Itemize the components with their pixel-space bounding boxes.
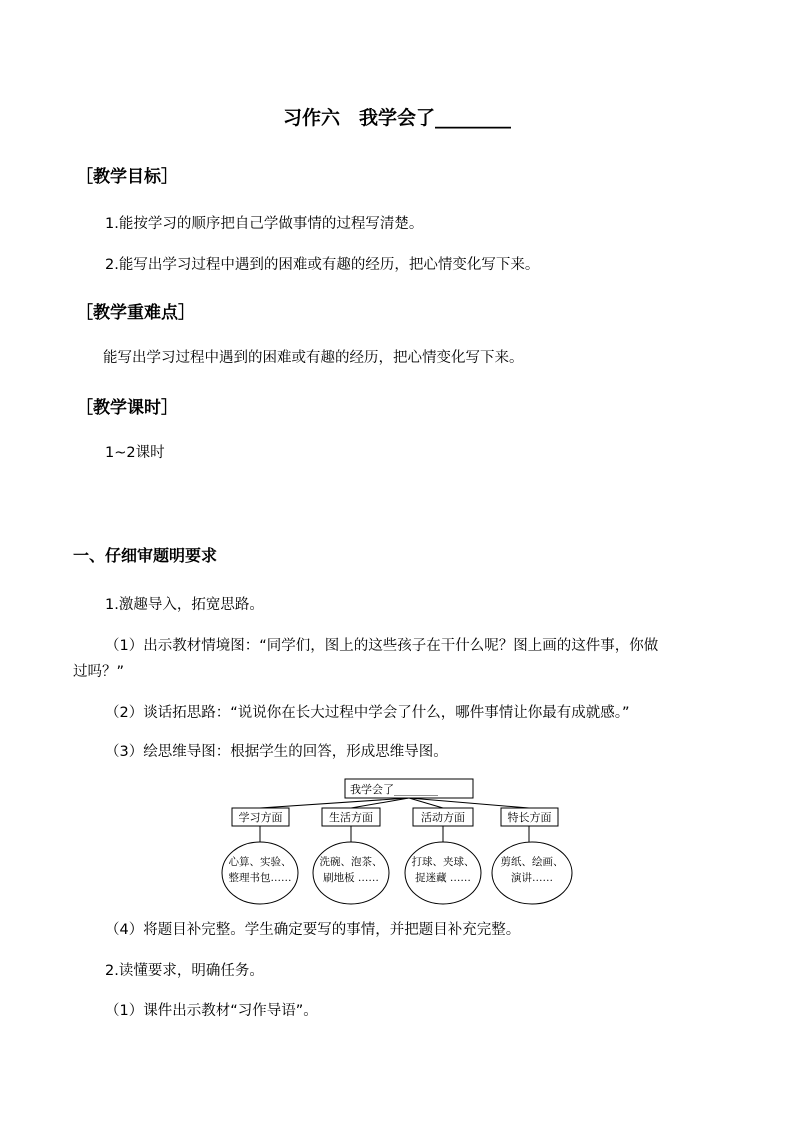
branch-talent <box>492 808 572 904</box>
item-1-line-1: （1）出示教材情境图：“同学们，图上的这些孩子在干什么呢？图上画的这件事，你做 <box>105 638 659 654</box>
branch-talent-line-2: 演讲…… <box>511 872 553 884</box>
branch-study <box>222 808 298 904</box>
step-1: 1.激趣导入，拓宽思路。 <box>105 597 264 613</box>
branch-study-label: 学习方面 <box>238 811 283 824</box>
branch-talent-line-1: 剪纸、绘画、 <box>500 856 564 868</box>
branch-life-label: 生活方面 <box>329 811 373 824</box>
branch-activity-label: 活动方面 <box>421 811 465 824</box>
branch-life-line-1: 洗碗、泡茶、 <box>319 856 383 868</box>
objective-item-1: 1.能按学习的顺序把自己学做事情的过程写清楚。 <box>105 216 424 232</box>
branch-life-line-2: 刷地板 …… <box>323 872 379 884</box>
branch-life <box>313 808 389 904</box>
item-3: （3）绘思维导图：根据学生的回答，形成思维导图。 <box>105 744 448 760</box>
item-2: （2）谈话拓思路：“说说你在长大过程中学会了什么，哪件事情让你最有成就感。” <box>105 705 630 721</box>
branch-study-line-2: 整理书包…… <box>228 872 292 884</box>
branch-activity-line-1: 打球、夹球、 <box>411 856 475 868</box>
objective-item-2: 2.能写出学习过程中遇到的困难或有趣的经历，把心情变化写下来。 <box>105 257 540 273</box>
periods-text: 1~2课时 <box>105 445 165 461</box>
item-1-line-2: 过吗？” <box>73 664 125 680</box>
mindmap-root-label: 我学会了________ <box>350 783 438 796</box>
objectives-heading: ［教学目标］ <box>76 167 178 187</box>
mind-map <box>218 775 578 905</box>
step-2: 2.读懂要求，明确任务。 <box>105 963 264 979</box>
periods-heading: ［教学课时］ <box>76 398 178 418</box>
key-points-text: 能写出学习过程中遇到的困难或有趣的经历，把心情变化写下来。 <box>103 350 524 366</box>
key-points-heading: ［教学重难点］ <box>76 303 195 323</box>
branch-study-line-1: 心算、实验、 <box>228 856 292 868</box>
section-heading: 一、仔细审题明要求 <box>73 546 218 565</box>
item-4: （4）将题目补完整。学生确定要写的事情，并把题目补充完整。 <box>105 922 521 938</box>
branch-activity <box>405 808 481 904</box>
branch-talent-label: 特长方面 <box>507 811 552 824</box>
item-5: （1）课件出示教材“习作导语”。 <box>105 1003 318 1019</box>
branch-activity-line-2: 捉迷藏 …… <box>415 872 471 884</box>
page-title: 习作六 我学会了________ <box>282 107 511 129</box>
